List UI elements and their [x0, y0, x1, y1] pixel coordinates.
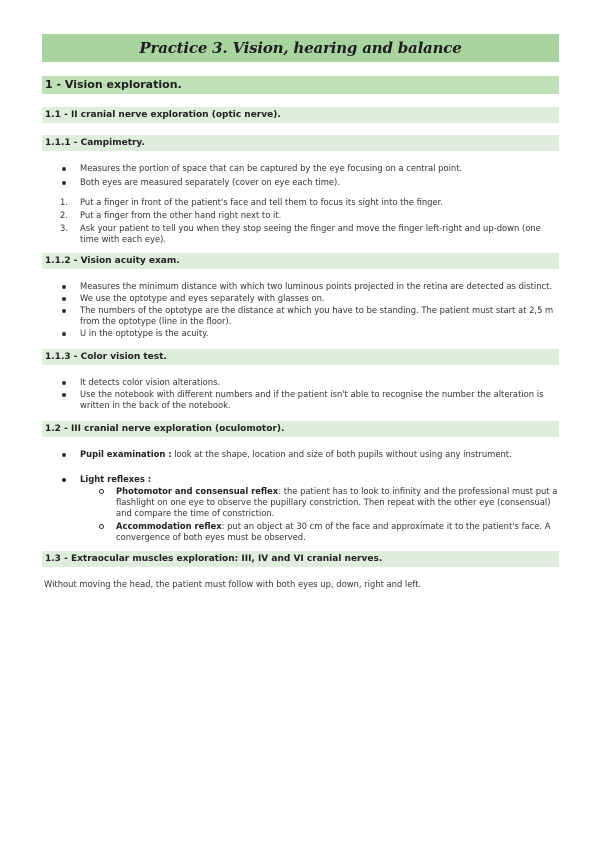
section-heading-oculomotor: 1.2 - III cranial nerve exploration (oculomotor).: [42, 421, 559, 437]
title-banner: [42, 34, 559, 62]
oculomotor-bullet-list: [42, 449, 559, 543]
section-heading-optic-nerve: 1.1 - II cranial nerve exploration (optic nerve).: [42, 107, 559, 123]
list-item-photomotor: Photomotor and consensual reflex: the patient has to look to infinity and the professional must put a flashlight on one eye to observe the pupillary constriction. Then repeat with the other eye (consensual) and compare the time of constriction.: [116, 486, 558, 518]
color-vision-bullet-list: [42, 377, 559, 411]
list-item: 3. Ask your patient to tell you when they stop seeing the finger and move the finger left-right and up-down (one time with each eye).: [60, 223, 541, 244]
light-reflexes-label: Light reflexes: [80, 474, 145, 484]
section-heading-campimetry: 1.1.1 - Campimetry.: [42, 135, 559, 151]
section-heading-extraocular-muscles: 1.3 - Extraocular muscles exploration: III, IV and VI cranial nerves.: [42, 551, 559, 567]
section-heading-vision-exploration: 1 - Vision exploration.: [42, 76, 559, 94]
list-item: U in the optotype is the acuity.: [80, 328, 559, 339]
page-title: Practice 3. Vision, hearing and balance: [139, 39, 462, 57]
campimetry-bullet-list: [42, 163, 559, 188]
vision-acuity-bullet-list: [42, 281, 559, 339]
document-page: [42, 34, 559, 590]
accommodation-label: Accommodation reflex: [116, 521, 222, 531]
list-item: The numbers of the optotype are the distance at which you have to be standing. The patient must start at 2,5 m from the optotype (line in the floor).: [80, 305, 559, 327]
list-item: 1. Put a finger in front of the patient's face and tell them to focus its sight into the finger.: [60, 197, 443, 207]
light-reflexes-sublist: [80, 486, 559, 543]
list-item: Measures the portion of space that can be captured by the eye focusing on a central point.: [80, 163, 559, 174]
pupil-examination-label: Pupil examination :: [80, 449, 172, 459]
list-item: We use the optotype and eyes separately with glasses on.: [80, 293, 559, 304]
list-item-pupil-examination: Pupil examination : look at the shape, location and size of both pupils without using any instrument.: [80, 449, 559, 460]
list-item: Measures the minimum distance with which two luminous points projected in the retina are detected as distinct.: [80, 281, 559, 292]
section-heading-vision-acuity: 1.1.2 - Vision acuity exam.: [42, 253, 559, 269]
list-item: Both eyes are measured separately (cover on eye each time).: [80, 177, 559, 188]
list-item-accommodation: Accommodation reflex: put an object at 30 cm of the face and approximate it to the patient's face. A convergence of both eyes must be observed.: [116, 521, 559, 543]
extraocular-muscles-paragraph: Without moving the head, the patient must follow with both eyes up, down, right and left.: [44, 579, 422, 589]
list-item: Use the notebook with different numbers and if the patient isn't able to recognise the number the alteration is written in the back of the notebook.: [80, 389, 559, 411]
list-item-light-reflexes: Light reflexes : Photomotor and consensual reflex: the patient has to look to infinity and the professional must put a flashlight on one eye to observe the pupillary constriction. Then repeat with the other eye (consensual) and compare the time of constriction. Accommodation reflex: put an object at 30 cm of the face and approximate it to the patient's face. A convergence of both eyes must be observed.: [80, 474, 558, 542]
photomotor-label: Photomotor and consensual reflex: [116, 486, 279, 496]
list-item: 2. Put a finger from the other hand right next to it.: [60, 210, 282, 220]
list-item: It detects color vision alterations.: [80, 377, 559, 388]
section-heading-color-vision: 1.1.3 - Color vision test.: [42, 349, 559, 365]
campimetry-steps-list: [42, 197, 559, 245]
